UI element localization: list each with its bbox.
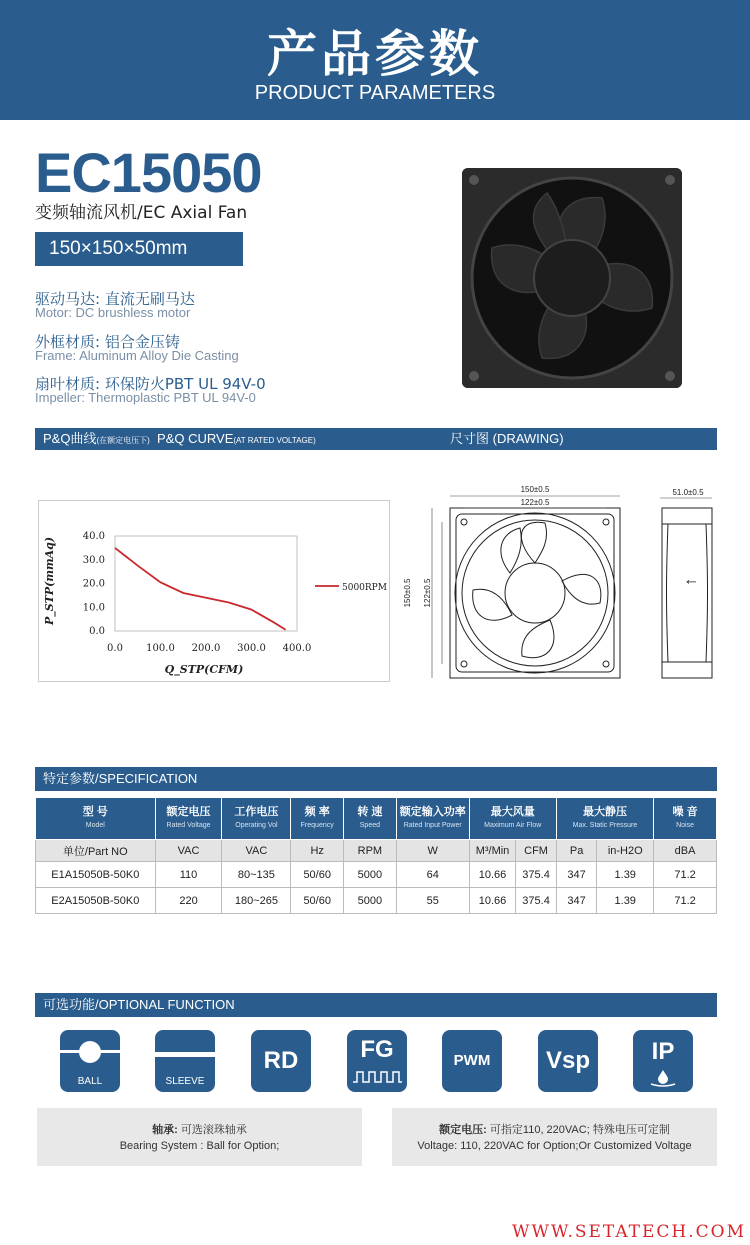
th-input-power: 额定输入功率 Rated Input Power bbox=[396, 798, 469, 840]
th-model: 型 号 Model bbox=[36, 798, 156, 840]
spec-motor-en: Motor: DC brushless motor bbox=[35, 305, 191, 320]
page-header bbox=[0, 0, 750, 120]
fg-icon: FG bbox=[347, 1030, 407, 1092]
pq-plot-area bbox=[115, 536, 297, 631]
pq-y-tick-label: 30.0 bbox=[82, 554, 105, 566]
pq-y-tick-label: 40.0 bbox=[82, 531, 105, 542]
sleeve-bearing-icon: SLEEVE bbox=[155, 1030, 215, 1092]
curve-title-en-small: (AT RATED VOLTAGE) bbox=[233, 436, 316, 445]
spec-impeller-cn: 扇叶材质: 环保防火PBT UL 94V-0 bbox=[35, 375, 266, 393]
section-bar-optional: 可选功能/OPTIONAL FUNCTION bbox=[35, 993, 717, 1017]
pq-ylabel: P_STP(mmAq) bbox=[43, 536, 56, 626]
spec-motor-cn: 驱动马达: 直流无刷马达 bbox=[35, 290, 195, 308]
product-size: 150×150×50mm bbox=[35, 232, 243, 266]
pq-chart-svg bbox=[39, 501, 391, 683]
curve-title-cn: P&Q曲线 bbox=[43, 431, 97, 446]
th-noise: 噪 音 Noise bbox=[654, 798, 717, 840]
voltage-note: 额定电压: 可指定110, 220VAC; 特殊电压可定制 Voltage: 110, 220VAC for Option;Or Customized Voltage bbox=[392, 1108, 717, 1166]
dim-width-outer: 150±0.5 bbox=[520, 485, 550, 494]
curve-title-cn-small: (在额定电压下) bbox=[96, 436, 150, 445]
table-unit-row: 单位/Part NO VAC VAC Hz RPM W M³/Min CFM Pa in-H2O dBA bbox=[36, 840, 717, 862]
spec-frame-en: Frame: Aluminum Alloy Die Casting bbox=[35, 348, 239, 363]
pq-x-tick-label: 0.0 bbox=[107, 643, 123, 654]
spec-table bbox=[35, 797, 717, 914]
dim-height-outer: 150±0.5 bbox=[403, 578, 412, 608]
pq-chart bbox=[38, 500, 390, 682]
th-static-pressure: 最大静压 Max. Static Pressure bbox=[556, 798, 653, 840]
th-rated-voltage: 额定电压 Rated Voltage bbox=[155, 798, 222, 840]
header-title-en: PRODUCT PARAMETERS bbox=[254, 82, 496, 104]
pwm-icon: PWM bbox=[442, 1030, 502, 1092]
table-row: E2A15050B-50K0 220 180~265 50/60 5000 55 10.66 375.4 347 1.39 71.2 bbox=[36, 888, 717, 914]
th-speed: 转 速 Speed bbox=[344, 798, 397, 840]
vsp-icon: Vsp bbox=[538, 1030, 598, 1092]
header-title-cn: 产品参数 bbox=[267, 25, 483, 83]
pq-legend-label: 5000RPM bbox=[342, 583, 387, 593]
product-subtitle: 变频轴流风机/EC Axial Fan bbox=[35, 203, 248, 223]
svg-text:↓: ↓ bbox=[683, 578, 700, 586]
pq-x-tick-label: 400.0 bbox=[282, 643, 312, 654]
rd-icon: RD bbox=[251, 1030, 311, 1092]
table-row: E1A15050B-50K0 110 80~135 50/60 5000 64 10.66 375.4 347 1.39 71.2 bbox=[36, 862, 717, 888]
pq-y-tick-label: 0.0 bbox=[89, 626, 105, 637]
dimension-drawing bbox=[400, 478, 720, 693]
pq-x-tick-label: 300.0 bbox=[237, 643, 266, 654]
table-header-row bbox=[36, 798, 717, 840]
ball-bearing-icon: BALL bbox=[60, 1030, 120, 1092]
spec-frame-cn: 外框材质: 铝合金压铸 bbox=[35, 333, 180, 351]
footer-url[interactable]: WWW.SETATECH.COM bbox=[512, 1222, 746, 1242]
pq-x-tick-label: 200.0 bbox=[191, 643, 221, 654]
pq-y-tick-label: 10.0 bbox=[82, 602, 105, 614]
section-bar-curve bbox=[35, 428, 717, 450]
dim-depth: 51.0±0.5 bbox=[672, 488, 704, 497]
drawing-title: 尺寸图 (DRAWING) bbox=[450, 431, 564, 446]
product-photo bbox=[462, 168, 682, 388]
pq-y-tick-label: 20.0 bbox=[82, 578, 105, 590]
section-bar-spec: 特定参数/SPECIFICATION bbox=[35, 767, 717, 791]
pq-series-line bbox=[115, 548, 286, 630]
th-air-flow: 最大风量 Maximum Air Flow bbox=[469, 798, 556, 840]
dim-width-inner: 122±0.5 bbox=[520, 498, 550, 507]
curve-title-en: P&Q CURVE bbox=[157, 431, 234, 446]
th-frequency: 频 率 Frequency bbox=[291, 798, 344, 840]
pq-xlabel: Q_STP(CFM) bbox=[164, 663, 244, 676]
ip-icon: IP bbox=[633, 1030, 693, 1092]
optional-function-icons bbox=[35, 1030, 717, 1092]
pq-x-tick-label: 100.0 bbox=[146, 643, 175, 654]
bearing-note: 轴承: 可选滚珠轴承 Bearing System : Ball for Option; bbox=[37, 1108, 362, 1166]
th-operating-voltage: 工作电压 Operating Vol bbox=[222, 798, 291, 840]
dim-height-inner: 122±0.5 bbox=[423, 578, 432, 608]
product-model: EC15050 bbox=[35, 141, 262, 204]
spec-impeller-en: Impeller: Thermoplastic PBT UL 94V-0 bbox=[35, 390, 256, 405]
